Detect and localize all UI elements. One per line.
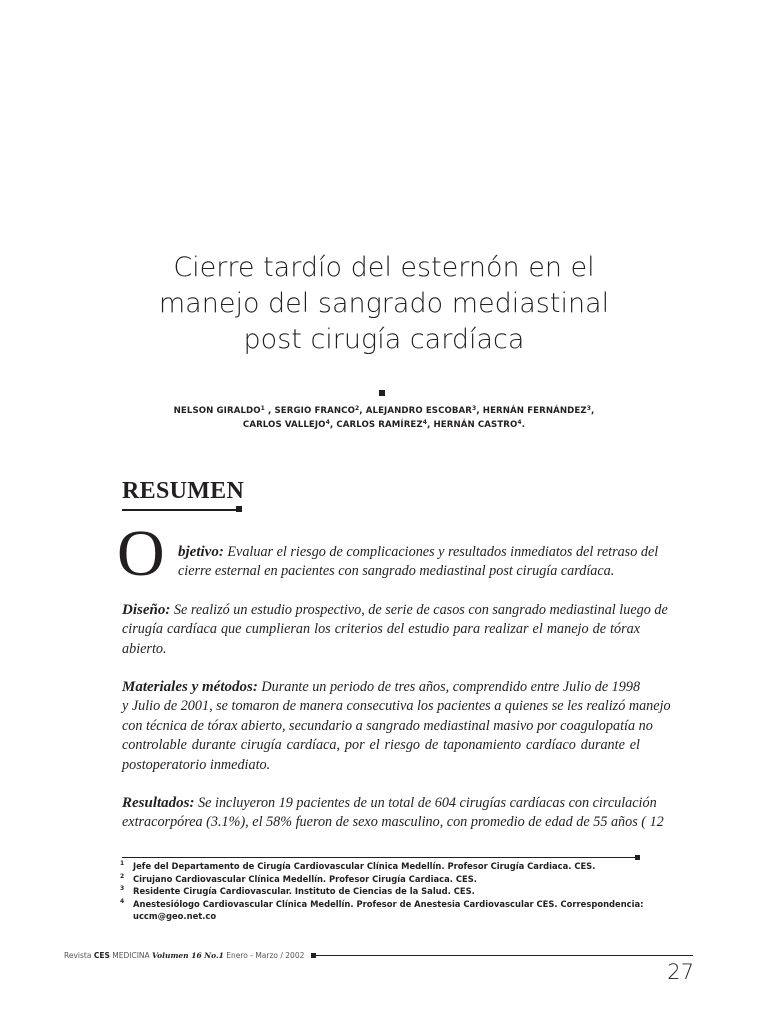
author-list [100, 404, 668, 432]
footer-rule [316, 955, 693, 956]
paragraph-line: con técnica de tórax abierto, secundario a sangrado mediastinal masivo por coagulopatía no [122, 717, 653, 734]
footnote-number: 1 [120, 860, 125, 867]
journal-running-footer: Revista CES MEDICINA Volumen 16 No.1 Enero - Marzo / 2002 [64, 951, 305, 960]
paragraph-line: Diseño: Se realizó un estudio prospectivo, de serie de casos con sangrado mediastinal luego de [122, 602, 668, 618]
footnote-item: 2 Cirujano Cardiovascular Clínica Medellín. Profesor Cirugía Cardiaca. CES. [120, 872, 477, 884]
author-name: SERGIO FRANCO [274, 406, 355, 416]
title-line: post cirugía cardíaca [243, 324, 525, 355]
drop-cap: O [117, 517, 165, 590]
paragraph-line: controlable durante cirugía cardíaca, por el riesgo de taponamiento cardíaco durante el [122, 737, 640, 754]
article-title [84, 250, 684, 358]
paragraph-label: Diseño: [122, 602, 171, 618]
paragraph-materiales-metodos [122, 678, 671, 775]
author-name: HERNÁN FERNÁNDEZ [482, 406, 587, 416]
paragraph-line: bjetivo: Evaluar el riesgo de complicaciones y resultados inmediatos del retraso del [178, 544, 659, 560]
paragraph-resultados [122, 794, 664, 833]
author-name: ALEJANDRO ESCOBAR [365, 406, 473, 416]
paragraph-diseno [122, 601, 668, 659]
paragraph-line: postoperatorio inmediato. [122, 756, 271, 773]
author-line: NELSON GIRALDO$^1$ , SERGIO FRANCO$^2$, ALEJANDRO ESCOBAR$^3$, HERNÁN FERNÁNDEZ$^3$, [173, 405, 595, 416]
author-line: CARLOS VALLEJO$^4$, CARLOS RAMÍREZ$^4$, HERNÁN CASTRO$^4$. [242, 419, 526, 430]
paragraph-objetivo [178, 543, 659, 582]
footnote-number: 2 [120, 872, 125, 880]
footnote-list [120, 860, 650, 923]
paragraph-line: abierto. [122, 640, 167, 657]
paragraph-line: Materiales y métodos: Durante un periodo de tres años, comprendido entre Julio de 1998 [122, 679, 641, 695]
heading-underline [122, 509, 240, 511]
footnote-item: 1 Jefe del Departamento de Cirugía Cardiovascular Clínica Medellín. Profesor Cirugía Cardiaca. CES. [120, 860, 596, 871]
paragraph-line: y Julio de 2001, se tomaron de manera consecutiva los pacientes a quienes se les realizó manejo [122, 698, 671, 715]
paragraph-label: Materiales y métodos: [122, 679, 258, 695]
title-line: manejo del sangrado mediastinal [158, 288, 610, 319]
author-name: NELSON GIRALDO [173, 406, 261, 416]
footnote-divider [122, 857, 638, 858]
footnote-number: 4 [120, 897, 125, 905]
correspondence-email: uccm@geo.net.co [133, 911, 217, 921]
page-number: 27 [667, 960, 694, 984]
paragraph-line: Resultados: Se incluyeron 19 pacientes de un total de 604 cirugías cardíacas con circulación [122, 795, 657, 811]
title-line: Cierre tardío del esternón en el [173, 252, 595, 283]
paragraph-line: cirugía cardíaca que cumplieran los criterios del estudio para realizar el manejo de tórax [122, 621, 640, 638]
heading-square-ornament [236, 506, 242, 512]
paragraph-line: extracorpórea (3.1%), el 58% fueron de sexo masculino, con promedio de edad de 55 años ( 12 [122, 814, 664, 831]
footnote-item: 4 Anestesiólogo Cardiovascular Clínica Medellín. Profesor de Anestesia Cardiovascular CES. Correspondencia: uccm@geo.net.co [120, 897, 644, 921]
footnote-item: 3 Residente Cirugía Cardiovascular. Instituto de Ciencias de la Salud. CES. [120, 885, 475, 896]
author-name: CARLOS VALLEJO [242, 420, 326, 430]
section-heading-resumen: RESUMEN [122, 478, 245, 504]
paragraph-line: cierre esternal en pacientes con sangrado mediastinal post cirugía cardíaca. [178, 563, 615, 580]
author-name: CARLOS RAMÍREZ [336, 420, 423, 430]
paragraph-label: bjetivo: [178, 544, 224, 560]
author-name: HERNÁN CASTRO [433, 420, 518, 430]
paragraph-label: Resultados: [122, 795, 195, 811]
footnote-number: 3 [120, 885, 125, 892]
title-square-ornament [379, 390, 385, 396]
